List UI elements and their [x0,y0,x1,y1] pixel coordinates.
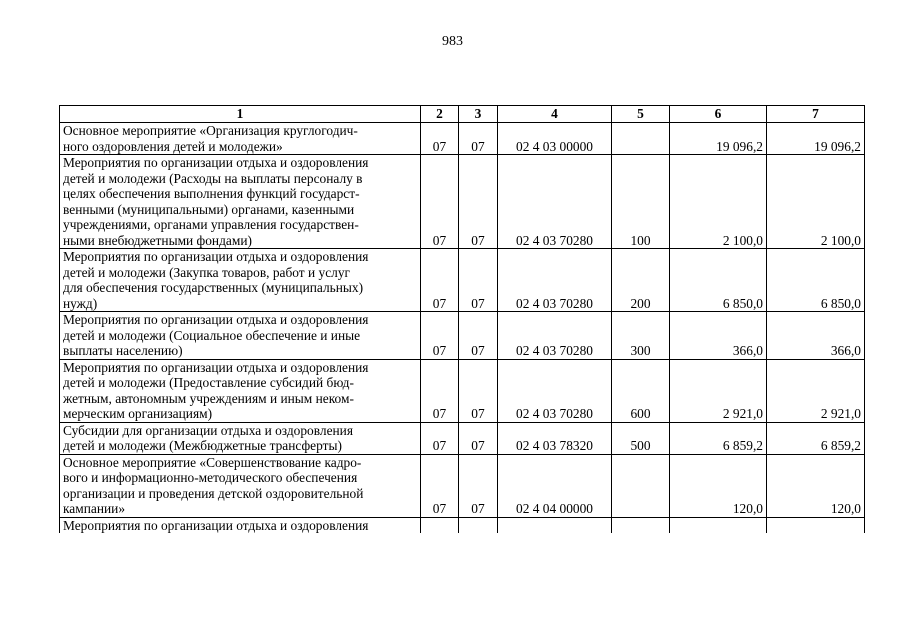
row-sum-2: 2 100,0 [767,155,865,249]
row-vr: 300 [612,312,670,360]
table-row [60,359,865,422]
row-csr [498,517,612,533]
header-col-7: 7 [767,106,865,123]
row-rz: 07 [421,422,459,454]
row-sum-1: 366,0 [670,312,767,360]
header-col-1: 1 [60,106,421,123]
header-col-5: 5 [612,106,670,123]
row-sum-2: 6 850,0 [767,249,865,312]
row-pr: 07 [459,123,498,155]
header-row [60,106,865,123]
row-sum-1: 2 921,0 [670,359,767,422]
row-sum-2: 366,0 [767,312,865,360]
row-name: Мероприятия по организации отдыха и оздоровления детей и молодежи (Закупка товаров, работ и услуг для обеспечения государственных (муниципальных) нужд) [60,249,421,312]
row-pr: 07 [459,249,498,312]
header-col-4: 4 [498,106,612,123]
row-sum-2: 2 921,0 [767,359,865,422]
row-vr: 600 [612,359,670,422]
row-name: Мероприятия по организации отдыха и оздоровления [60,517,421,533]
row-pr [459,517,498,533]
row-name: Основное мероприятие «Совершенствование кадро- вого и информационно-методического обеспечения организации и проведения детской оздоровительной кампании» [60,454,421,517]
row-name: Мероприятия по организации отдыха и оздоровления детей и молодежи (Предоставление субсидий бюд- жетным, автономным учреждениям и иным неком- мерческим организациям) [60,359,421,422]
row-pr: 07 [459,454,498,517]
row-rz: 07 [421,454,459,517]
table-row [60,155,865,249]
row-sum-2: 19 096,2 [767,123,865,155]
row-sum-2: 120,0 [767,454,865,517]
row-vr [612,517,670,533]
row-csr: 02 4 03 70280 [498,249,612,312]
row-rz: 07 [421,359,459,422]
table-row [60,123,865,155]
row-csr: 02 4 03 70280 [498,359,612,422]
row-csr: 02 4 03 78320 [498,422,612,454]
row-vr [612,123,670,155]
row-vr: 100 [612,155,670,249]
header-col-6: 6 [670,106,767,123]
header-col-3: 3 [459,106,498,123]
row-csr: 02 4 03 70280 [498,155,612,249]
row-vr: 500 [612,422,670,454]
row-pr: 07 [459,422,498,454]
table-row [60,312,865,360]
budget-table [59,105,865,533]
row-rz: 07 [421,155,459,249]
row-rz: 07 [421,249,459,312]
row-sum-1 [670,517,767,533]
row-vr: 200 [612,249,670,312]
row-sum-1: 19 096,2 [670,123,767,155]
table-row [60,454,865,517]
table-row-truncated [60,517,865,533]
row-rz: 07 [421,123,459,155]
row-pr: 07 [459,359,498,422]
row-csr: 02 4 03 70280 [498,312,612,360]
page-number: 983 [442,34,463,49]
table-row [60,249,865,312]
row-sum-2: 6 859,2 [767,422,865,454]
row-csr: 02 4 03 00000 [498,123,612,155]
row-pr: 07 [459,155,498,249]
row-sum-1: 120,0 [670,454,767,517]
row-name: Основное мероприятие «Организация круглогодич- ного оздоровления детей и молодежи» [60,123,421,155]
row-name: Мероприятия по организации отдыха и оздоровления детей и молодежи (Социальное обеспечение и иные выплаты населению) [60,312,421,360]
row-vr [612,454,670,517]
row-name: Субсидии для организации отдыха и оздоровления детей и молодежи (Межбюджетные трансферты) [60,422,421,454]
row-rz: 07 [421,312,459,360]
row-csr: 02 4 04 00000 [498,454,612,517]
row-rz [421,517,459,533]
row-sum-1: 6 850,0 [670,249,767,312]
table-row [60,422,865,454]
row-sum-1: 2 100,0 [670,155,767,249]
row-name: Мероприятия по организации отдыха и оздоровления детей и молодежи (Расходы на выплаты персоналу в целях обеспечения выполнения функций государст- венными (муниципальными) органами, казенными учреждениями, органами управления государствен- ными внебюджетными фондами) [60,155,421,249]
row-pr: 07 [459,312,498,360]
header-col-2: 2 [421,106,459,123]
row-sum-1: 6 859,2 [670,422,767,454]
row-sum-2 [767,517,865,533]
